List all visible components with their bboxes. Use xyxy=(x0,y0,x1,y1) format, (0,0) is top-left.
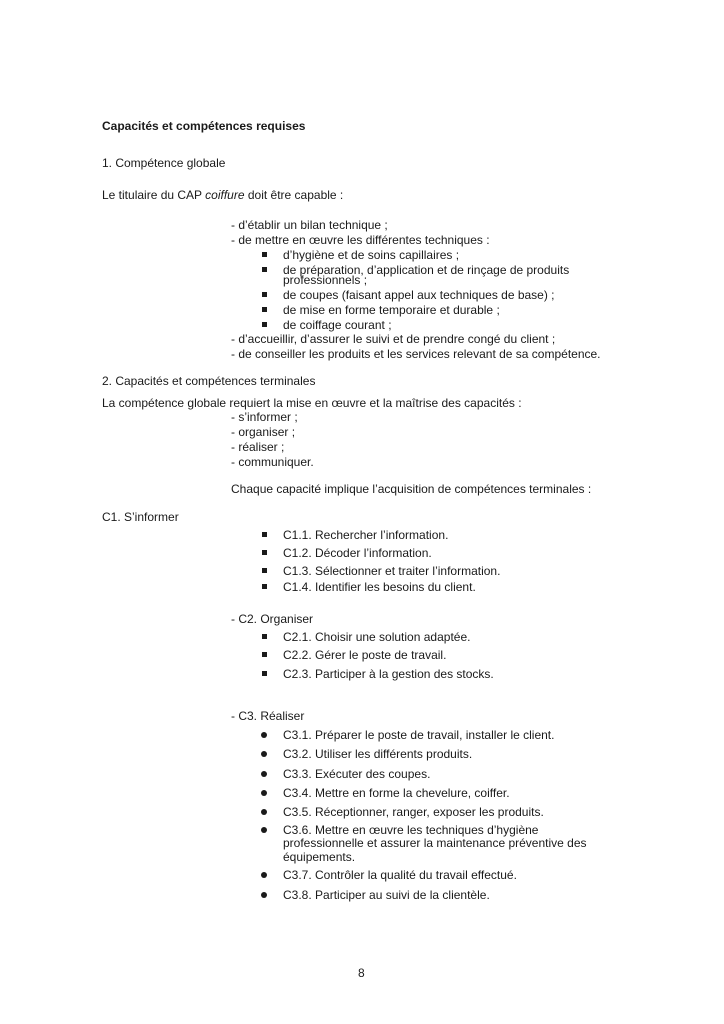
competence-item: C1.2. Décoder l’information. xyxy=(283,546,432,560)
page-heading: Capacités et compétences requises xyxy=(102,119,306,133)
competence-item: C1.1. Rechercher l’information. xyxy=(283,528,449,542)
c2-title: - C2. Organiser xyxy=(231,612,314,626)
capacity-item: - organiser ; xyxy=(231,425,296,439)
competence-item: C3.5. Réceptionner, ranger, exposer les produits. xyxy=(283,805,544,819)
section-1-intro xyxy=(102,188,343,202)
capacity-note: Chaque capacité implique l’acquisition de compétences terminales : xyxy=(231,482,592,496)
section-2-title: 2. Capacités et compétences terminales xyxy=(102,374,316,388)
competence-item-continuation: équipements. xyxy=(283,850,356,864)
competence-item: C1.3. Sélectionner et traiter l’information. xyxy=(283,564,501,578)
c3-title: - C3. Réaliser xyxy=(231,709,305,723)
competence-item-continuation: professionnelle et assurer la maintenance préventive des xyxy=(283,836,587,850)
skill-item: - d’accueillir, d’assurer le suivi et de prendre congé du client ; xyxy=(231,332,556,346)
capacity-item: - réaliser ; xyxy=(231,440,285,454)
competence-item: C3.3. Exécuter des coupes. xyxy=(283,767,431,781)
skill-item: - de conseiller les produits et les services relevant de sa compétence. xyxy=(231,347,601,361)
technique-item: de préparation, d’application et de rinçage de produits xyxy=(283,263,570,277)
competence-item: C3.4. Mettre en forme la chevelure, coiffer. xyxy=(283,786,510,800)
capacity-item: - communiquer. xyxy=(231,455,314,469)
technique-item: de mise en forme temporaire et durable ; xyxy=(283,303,500,317)
competence-item: C3.8. Participer au suivi de la clientèle. xyxy=(283,888,490,902)
section-2-intro: La compétence globale requiert la mise en œuvre et la maîtrise des capacités : xyxy=(102,396,522,410)
skill-item: - d’établir un bilan technique ; xyxy=(231,218,388,232)
technique-item-continuation: professionnels ; xyxy=(283,273,368,287)
section-1-title: 1. Compétence globale xyxy=(102,156,226,170)
competence-item: C3.6. Mettre en œuvre les techniques d’hygiène xyxy=(283,823,539,837)
intro-text-before: Le titulaire du CAP xyxy=(102,188,206,202)
competence-item: C2.1. Choisir une solution adaptée. xyxy=(283,630,471,644)
page-number: 8 xyxy=(358,966,365,980)
technique-item: de coiffage courant ; xyxy=(283,318,392,332)
competence-item: C2.2. Gérer le poste de travail. xyxy=(283,648,447,662)
competence-item: C3.1. Préparer le poste de travail, installer le client. xyxy=(283,728,555,742)
competence-item: C3.2. Utiliser les différents produits. xyxy=(283,747,473,761)
skill-item: - de mettre en œuvre les différentes techniques : xyxy=(231,233,490,247)
competence-item: C1.4. Identifier les besoins du client. xyxy=(283,580,476,594)
intro-text-after: doit être capable : xyxy=(244,188,344,202)
capacity-item: - s’informer ; xyxy=(231,410,298,424)
technique-item: de coupes (faisant appel aux techniques de base) ; xyxy=(283,288,555,302)
competence-item: C2.3. Participer à la gestion des stocks. xyxy=(283,667,494,681)
intro-emphasis: coiffure xyxy=(205,188,245,202)
competence-item: C3.7. Contrôler la qualité du travail effectué. xyxy=(283,868,517,882)
technique-item: d’hygiène et de soins capillaires ; xyxy=(283,248,460,262)
c1-title: C1. S’informer xyxy=(102,510,179,524)
